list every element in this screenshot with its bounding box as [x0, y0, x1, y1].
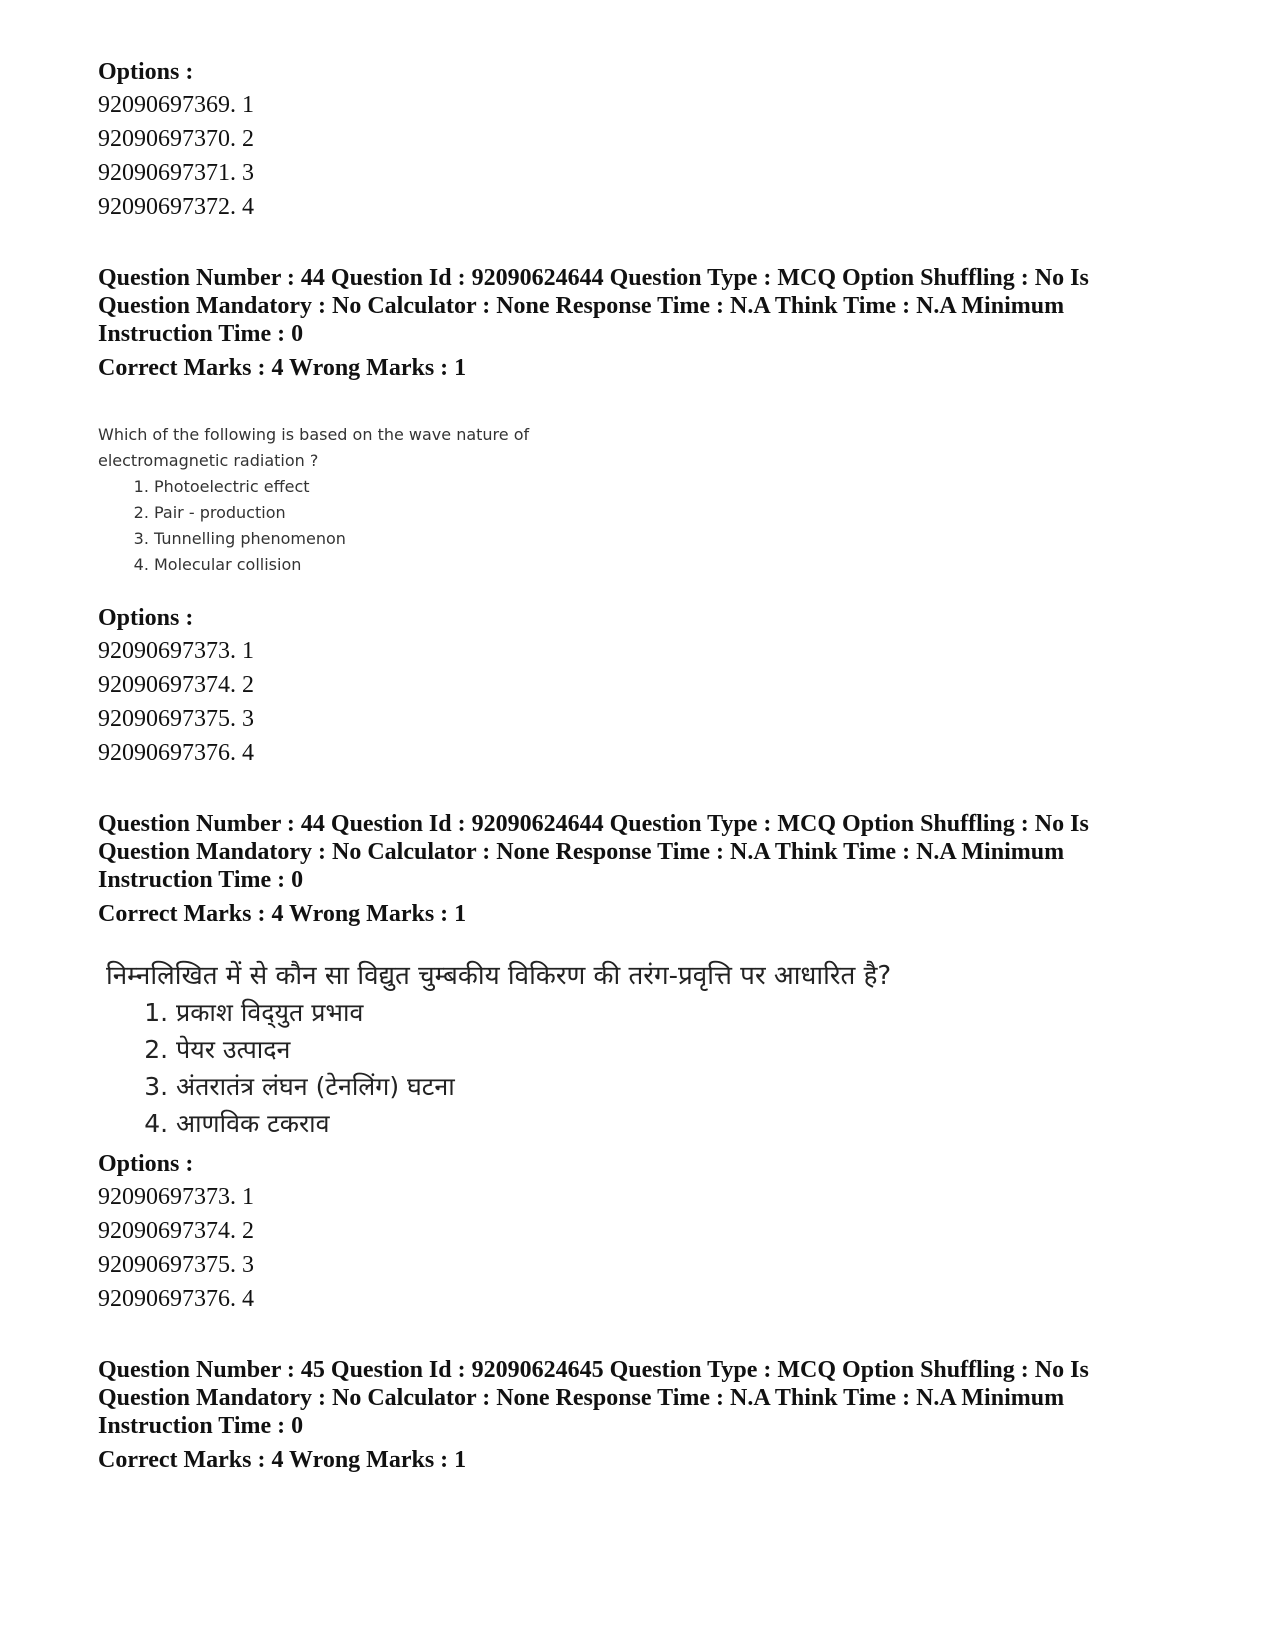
- options-label: Options :: [98, 605, 194, 631]
- options-label: Options :: [98, 59, 194, 85]
- question-44-en-body: [98, 422, 638, 578]
- option-line: 92090697374. 2: [98, 1218, 254, 1244]
- option-line: 92090697374. 2: [98, 672, 254, 698]
- choice-item: 4. Molecular collision: [154, 552, 638, 578]
- option-line: 92090697370. 2: [98, 126, 254, 152]
- question-meta: Question Number : 45 Question Id : 92090624645 Question Type : MCQ Option Shuffling : No Is Question Mandatory : No Calculator : None Response Time : N.A Think Time : N.A Minimum Instruction Time : 0: [98, 1357, 1089, 1439]
- question-44-hi-body: [98, 958, 891, 1142]
- question-44-hi-header: [98, 810, 1178, 928]
- choice-item: 2. Pair - production: [154, 500, 638, 526]
- choice-item: 3. अंतरातंत्र लंघन (टेनलिंग) घटना: [176, 1068, 891, 1105]
- option-line: 92090697373. 1: [98, 1184, 254, 1210]
- option-line: 92090697369. 1: [98, 92, 254, 118]
- choice-list: [98, 994, 891, 1142]
- question-marks: Correct Marks : 4 Wrong Marks : 1: [98, 901, 467, 927]
- option-line: 92090697373. 1: [98, 638, 254, 664]
- option-line: 92090697371. 3: [98, 160, 254, 186]
- options-block-q44-hi: [98, 1150, 254, 1316]
- choice-item: 1. Photoelectric effect: [154, 474, 638, 500]
- question-meta: Question Number : 44 Question Id : 92090624644 Question Type : MCQ Option Shuffling : No Is Question Mandatory : No Calculator : None Response Time : N.A Think Time : N.A Minimum Instruction Time : 0: [98, 265, 1089, 347]
- option-line: 92090697375. 3: [98, 706, 254, 732]
- option-line: 92090697372. 4: [98, 194, 254, 220]
- option-line: 92090697375. 3: [98, 1252, 254, 1278]
- option-line: 92090697376. 4: [98, 1286, 254, 1312]
- choice-item: 4. आणविक टकराव: [176, 1105, 891, 1142]
- options-block-q44-en: [98, 604, 254, 770]
- question-text: निम्नलिखित में से कौन सा विद्युत चुम्बकीय विकिरण की तरंग-प्रवृत्ति पर आधारित है?: [106, 961, 892, 991]
- options-block-top: [98, 58, 254, 224]
- question-text: Which of the following is based on the wave nature of electromagnetic radiation ?: [98, 425, 530, 470]
- choice-item: 2. पेयर उत्पादन: [176, 1031, 891, 1068]
- option-line: 92090697376. 4: [98, 740, 254, 766]
- options-label: Options :: [98, 1151, 194, 1177]
- question-44-en-header: [98, 264, 1178, 382]
- choice-item: 3. Tunnelling phenomenon: [154, 526, 638, 552]
- choice-item: 1. प्रकाश विद्‌युत प्रभाव: [176, 994, 891, 1031]
- question-marks: Correct Marks : 4 Wrong Marks : 1: [98, 1447, 467, 1473]
- question-meta: Question Number : 44 Question Id : 92090624644 Question Type : MCQ Option Shuffling : No Is Question Mandatory : No Calculator : None Response Time : N.A Think Time : N.A Minimum Instruction Time : 0: [98, 811, 1089, 893]
- question-marks: Correct Marks : 4 Wrong Marks : 1: [98, 355, 467, 381]
- question-45-header: [98, 1356, 1178, 1474]
- choice-list: [98, 474, 638, 578]
